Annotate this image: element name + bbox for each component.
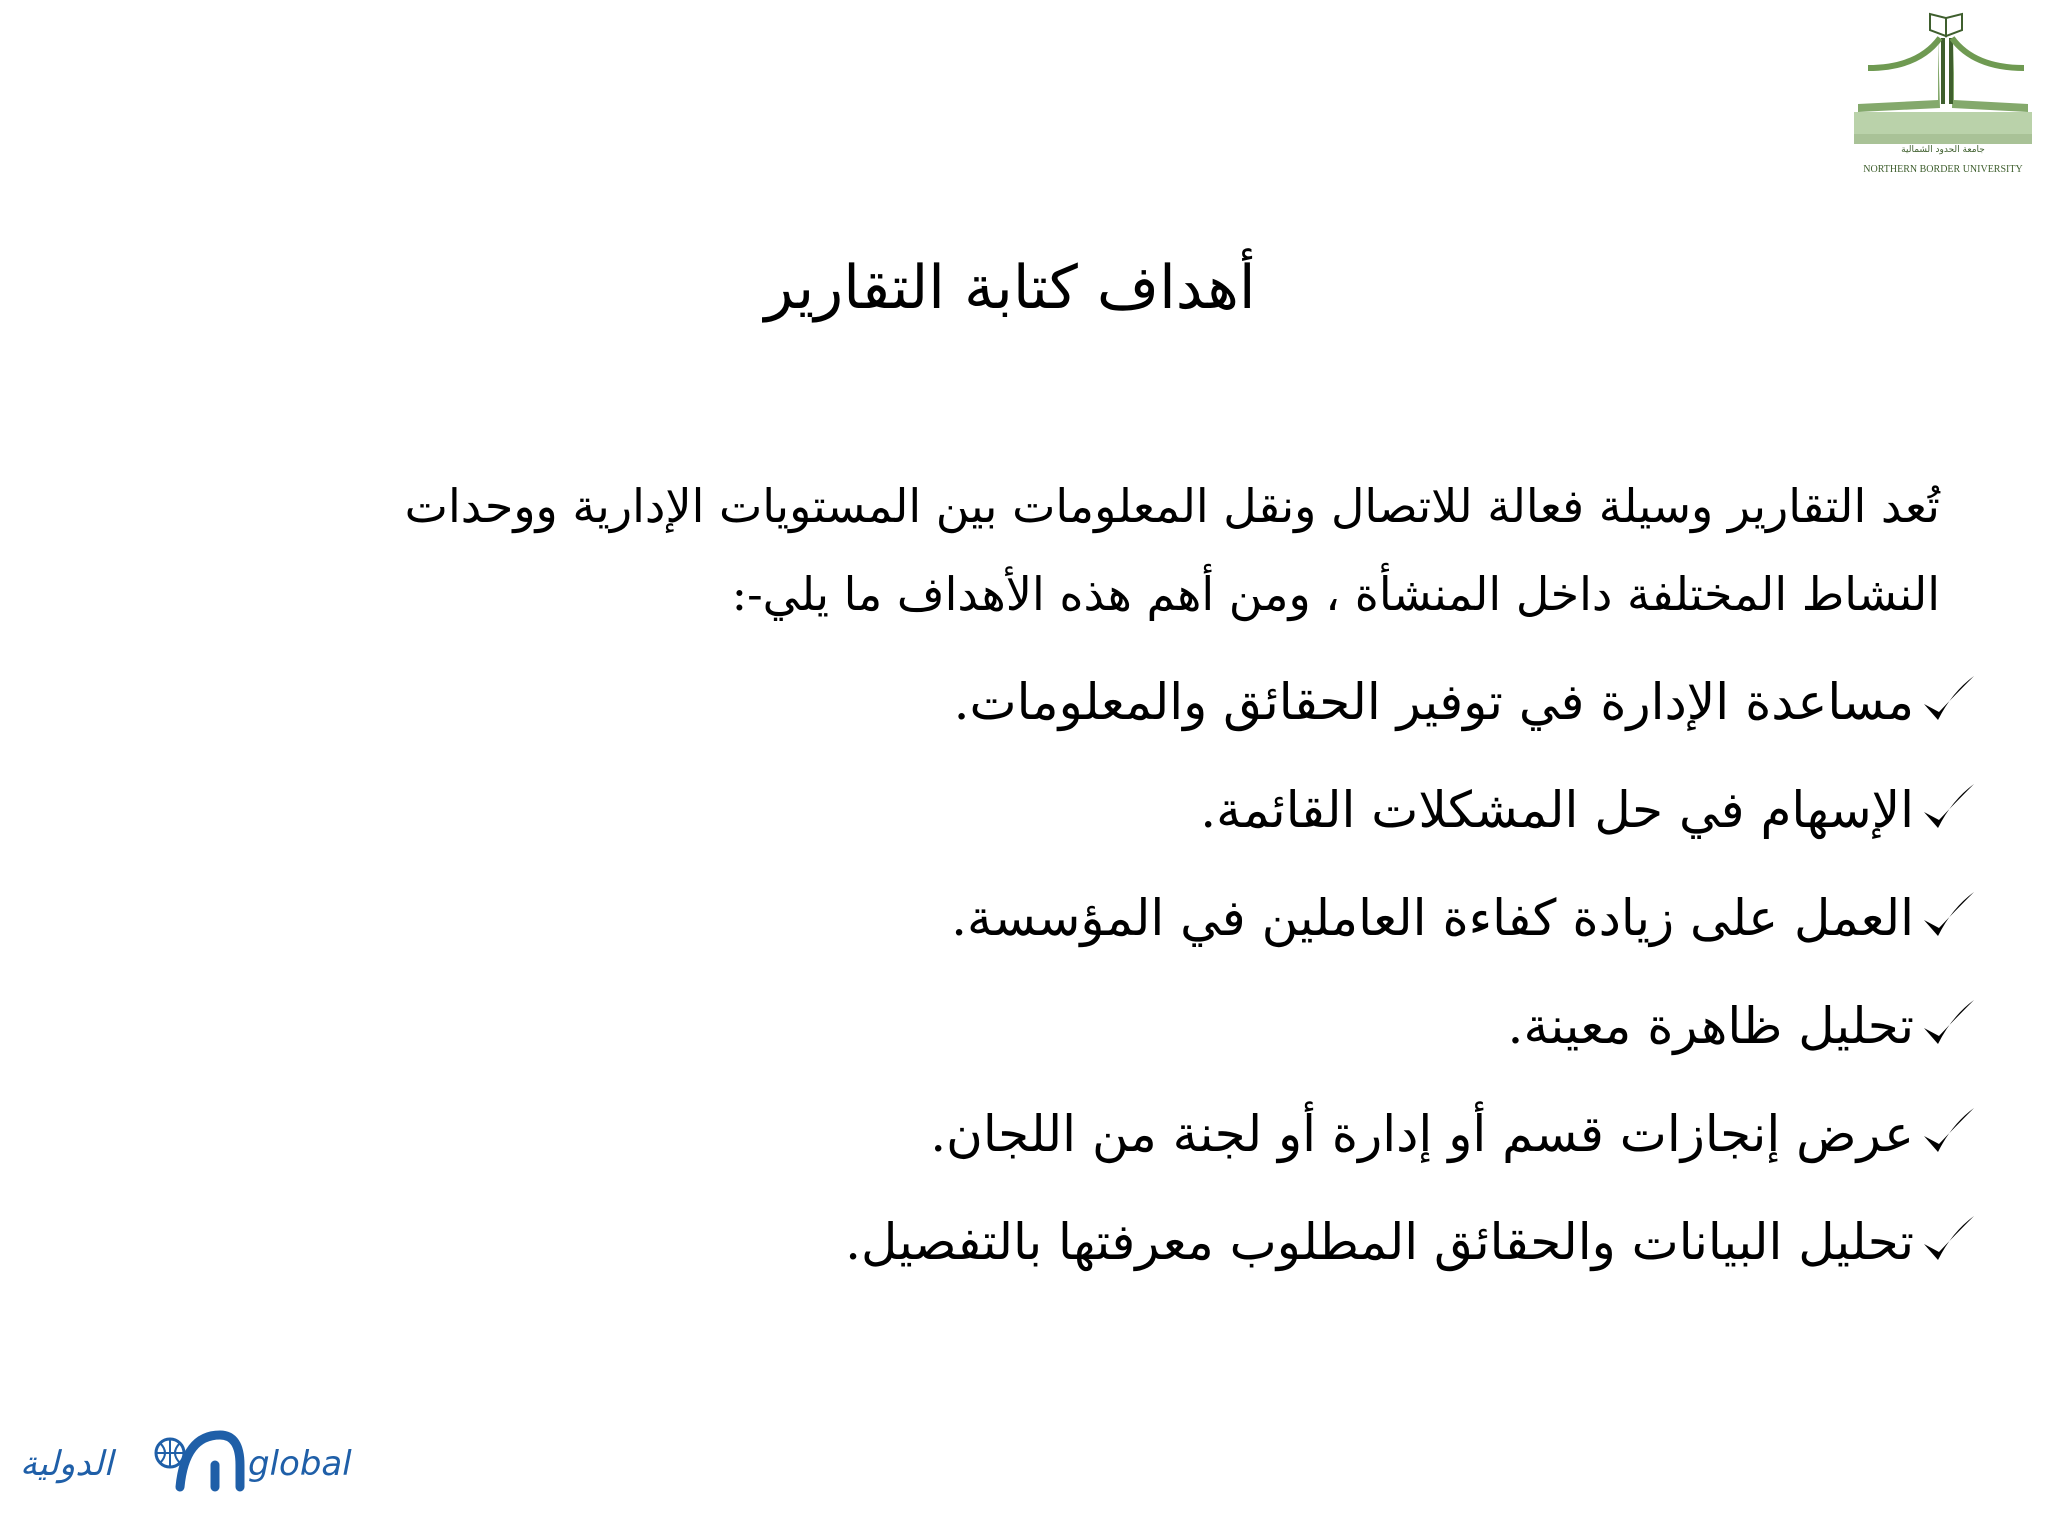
objective-item [178,1188,1978,1296]
check-icon [1918,1104,1978,1164]
objective-item [178,756,1978,864]
check-icon [1918,672,1978,732]
global-logo-arabic: الدولية [20,1444,113,1484]
globe-icon [156,1439,184,1467]
objective-item [178,648,1978,756]
university-logo [1848,8,2038,180]
check-icon [1918,888,1978,948]
intro-line-1: تُعد التقارير وسيلة فعالة للاتصال ونقل المعلومات بين المستويات الإدارية ووحدات [404,479,1940,533]
check-icon [1918,780,1978,840]
university-name-ar: جامعة الحدود الشمالية [1901,145,1985,155]
global-logo-latin: global [248,1444,352,1484]
objective-text: تحليل البيانات والحقائق المطلوب معرفتها بالتفصيل. [845,1213,1914,1271]
objective-text: عرض إنجازات قسم أو إدارة أو لجنة من اللجان. [930,1105,1914,1163]
objective-item [178,864,1978,972]
global-logo [20,1425,360,1495]
objective-text: العمل على زيادة كفاءة العاملين في المؤسسة. [951,889,1914,947]
book-icon [1930,14,1962,36]
check-icon [1918,996,1978,1056]
objective-item [178,972,1978,1080]
check-icon [1918,1212,1978,1272]
objective-text: مساعدة الإدارة في توفير الحقائق والمعلومات. [953,673,1914,731]
objective-text: الإسهام في حل المشكلات القائمة. [1200,781,1914,839]
intro-paragraph [150,462,1940,638]
slide-title: أهداف كتابة التقارير [764,253,1256,323]
objective-text: تحليل ظاهرة معينة. [1507,997,1914,1055]
intro-line-2: النشاط المختلفة داخل المنشأة ، ومن أهم هذه الأهداف ما يلي-: [731,567,1940,621]
objective-item [178,1080,1978,1188]
university-name-en: NORTHERN BORDER UNIVERSITY [1863,164,2023,175]
objectives-list [178,648,1978,1296]
